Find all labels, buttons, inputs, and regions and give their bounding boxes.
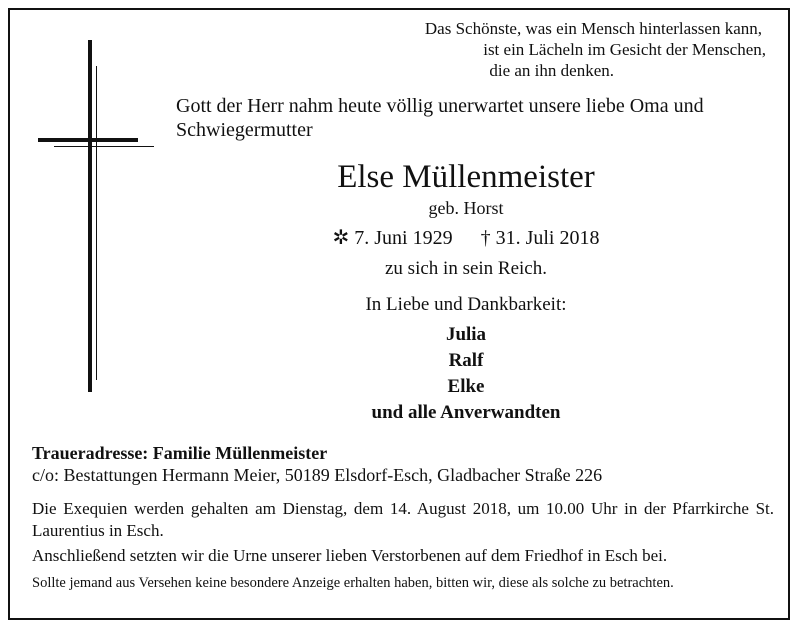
dankbarkeit-text: In Liebe und Dankbarkeit: — [365, 294, 567, 315]
mourner-name: und alle Anverwandten — [371, 402, 561, 423]
quote-line: Das Schönste, was ein Mensch hinterlassen kann, — [424, 19, 762, 38]
cross-horizontal-thin-bar — [54, 146, 154, 147]
mourners-list — [196, 322, 736, 426]
birth-date: ✲ 7. Juni 1929 — [332, 227, 453, 249]
cross-horizontal-bar — [38, 138, 138, 142]
reich-text: zu sich in sein Reich. — [385, 258, 547, 279]
exequien-paragraph: Die Exequien werden gehalten am Dienstag, dem 14. August 2018, um 10.00 Uhr in der Pfarrkirche St. Laurentius in Esch. — [32, 499, 774, 540]
deceased-name: Else Müllenmeister — [337, 159, 595, 195]
mourner-name: Elke — [447, 376, 485, 397]
life-dates — [196, 226, 736, 250]
intro-text: Gott der Herr nahm heute völlig unerwartet unsere liebe Oma und Schwiegermutter — [176, 95, 704, 141]
birth-name: geb. Horst — [428, 198, 504, 218]
urne-paragraph: Anschließend setzten wir die Urne unserer lieben Verstorbenen auf dem Friedhof in Esch bei. — [32, 546, 668, 565]
mourner-name: Ralf — [448, 350, 484, 371]
cross-vertical-thin-bar — [96, 66, 97, 380]
quote-line: die an ihn denken. — [489, 61, 614, 80]
address-title: Traueradresse: Familie Müllenmeister — [32, 443, 328, 463]
mourner-name: Julia — [445, 324, 487, 345]
memorial-quote — [386, 18, 766, 81]
cross-vertical-bar — [88, 40, 92, 392]
anzeige-paragraph: Sollte jemand aus Versehen keine besondere Anzeige erhalten haben, bitten wir, diese als solche zu betrachten. — [32, 575, 674, 591]
quote-line: ist ein Lächeln im Gesicht der Menschen, — [483, 40, 766, 59]
address-line: c/o: Bestattungen Hermann Meier, 50189 Elsdorf-Esch, Gladbacher Straße 226 — [32, 465, 603, 485]
death-date: † 31. Juli 2018 — [480, 227, 600, 249]
